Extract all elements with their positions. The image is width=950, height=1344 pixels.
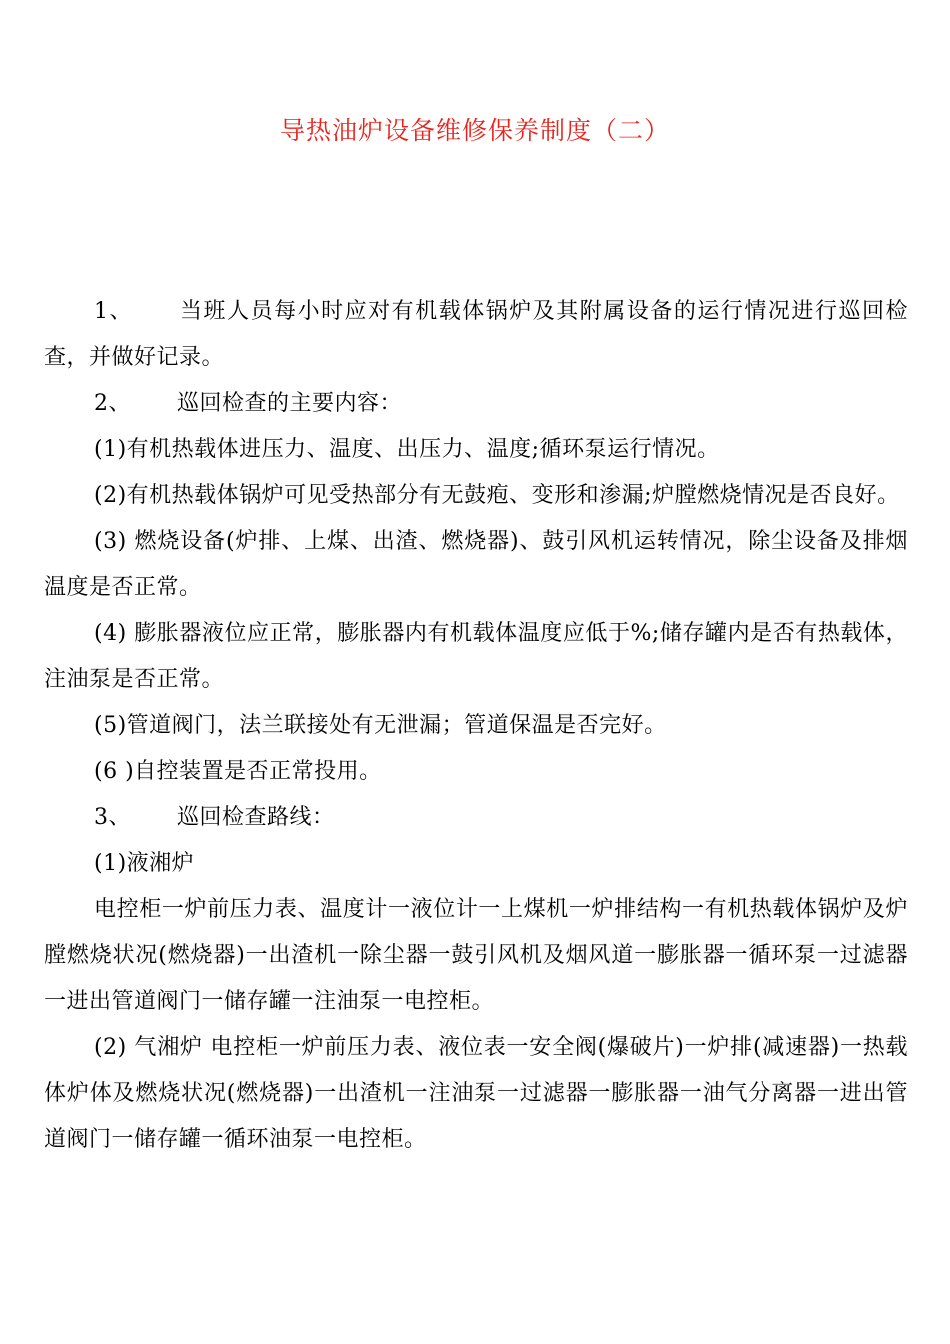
section-number: 2、 bbox=[94, 391, 131, 416]
paragraph-item-1: (1)有机热载体进压力、温度、出压力、温度;循环泵运行情况。 bbox=[94, 437, 720, 462]
paragraph-text: 当班人员每小时应对有机载体锅炉及其附属设备的运行情况进行巡回检查，并做好记录。 bbox=[44, 299, 908, 370]
section-number: 1、 bbox=[94, 299, 134, 324]
paragraph-item-3: (3) 燃烧设备(炉排、上煤、出渣、燃烧器)、鼓引风机运转情况，除尘设备及排烟温度是否正常。 bbox=[44, 529, 908, 600]
paragraph-text: 巡回检查路线： bbox=[177, 805, 335, 830]
paragraph-item-5: (5)管道阀门，法兰联接处有无泄漏；管道保温是否完好。 bbox=[94, 713, 667, 738]
document-body bbox=[44, 289, 908, 1163]
route-text-2: (2) 气湘炉 电控柜一炉前压力表、液位表一安全阀(爆破片)一炉排(减速器)一热载体炉体及燃烧状况(燃烧器)一出渣机一注油泵一过滤器一膨胀器一油气分离器一进出管道阀门一储存罐一循环油泵一电控柜。 bbox=[44, 1035, 908, 1152]
route-heading-1: (1)液湘炉 bbox=[94, 851, 195, 876]
paragraph-2 bbox=[44, 381, 908, 427]
paragraph-3 bbox=[44, 795, 908, 841]
paragraph-text: 巡回检查的主要内容： bbox=[177, 391, 403, 416]
document-title: 导热油炉设备维修保养制度（二） bbox=[279, 116, 670, 145]
paragraph-item-2: (2)有机热载体锅炉可见受热部分有无鼓疱、变形和渗漏;炉膛燃烧情况是否良好。 bbox=[94, 483, 900, 508]
paragraph-item-4: (4) 膨胀器液位应正常，膨胀器内有机载体温度应低于%;储存罐内是否有热载体，注油泵是否正常。 bbox=[44, 621, 908, 692]
route-text-1: 电控柜一炉前压力表、温度计一液位计一上煤机一炉排结构一有机热载体锅炉及炉膛燃烧状况(燃烧器)一出渣机一除尘器一鼓引风机及烟风道一膨胀器一循环泵一过滤器一进出管道阀门一储存罐一注油泵一电控柜。 bbox=[44, 897, 908, 1014]
paragraph-item-6: (6 )自控装置是否正常投用。 bbox=[94, 759, 382, 784]
section-number: 3、 bbox=[94, 805, 131, 830]
paragraph-1 bbox=[44, 289, 908, 381]
